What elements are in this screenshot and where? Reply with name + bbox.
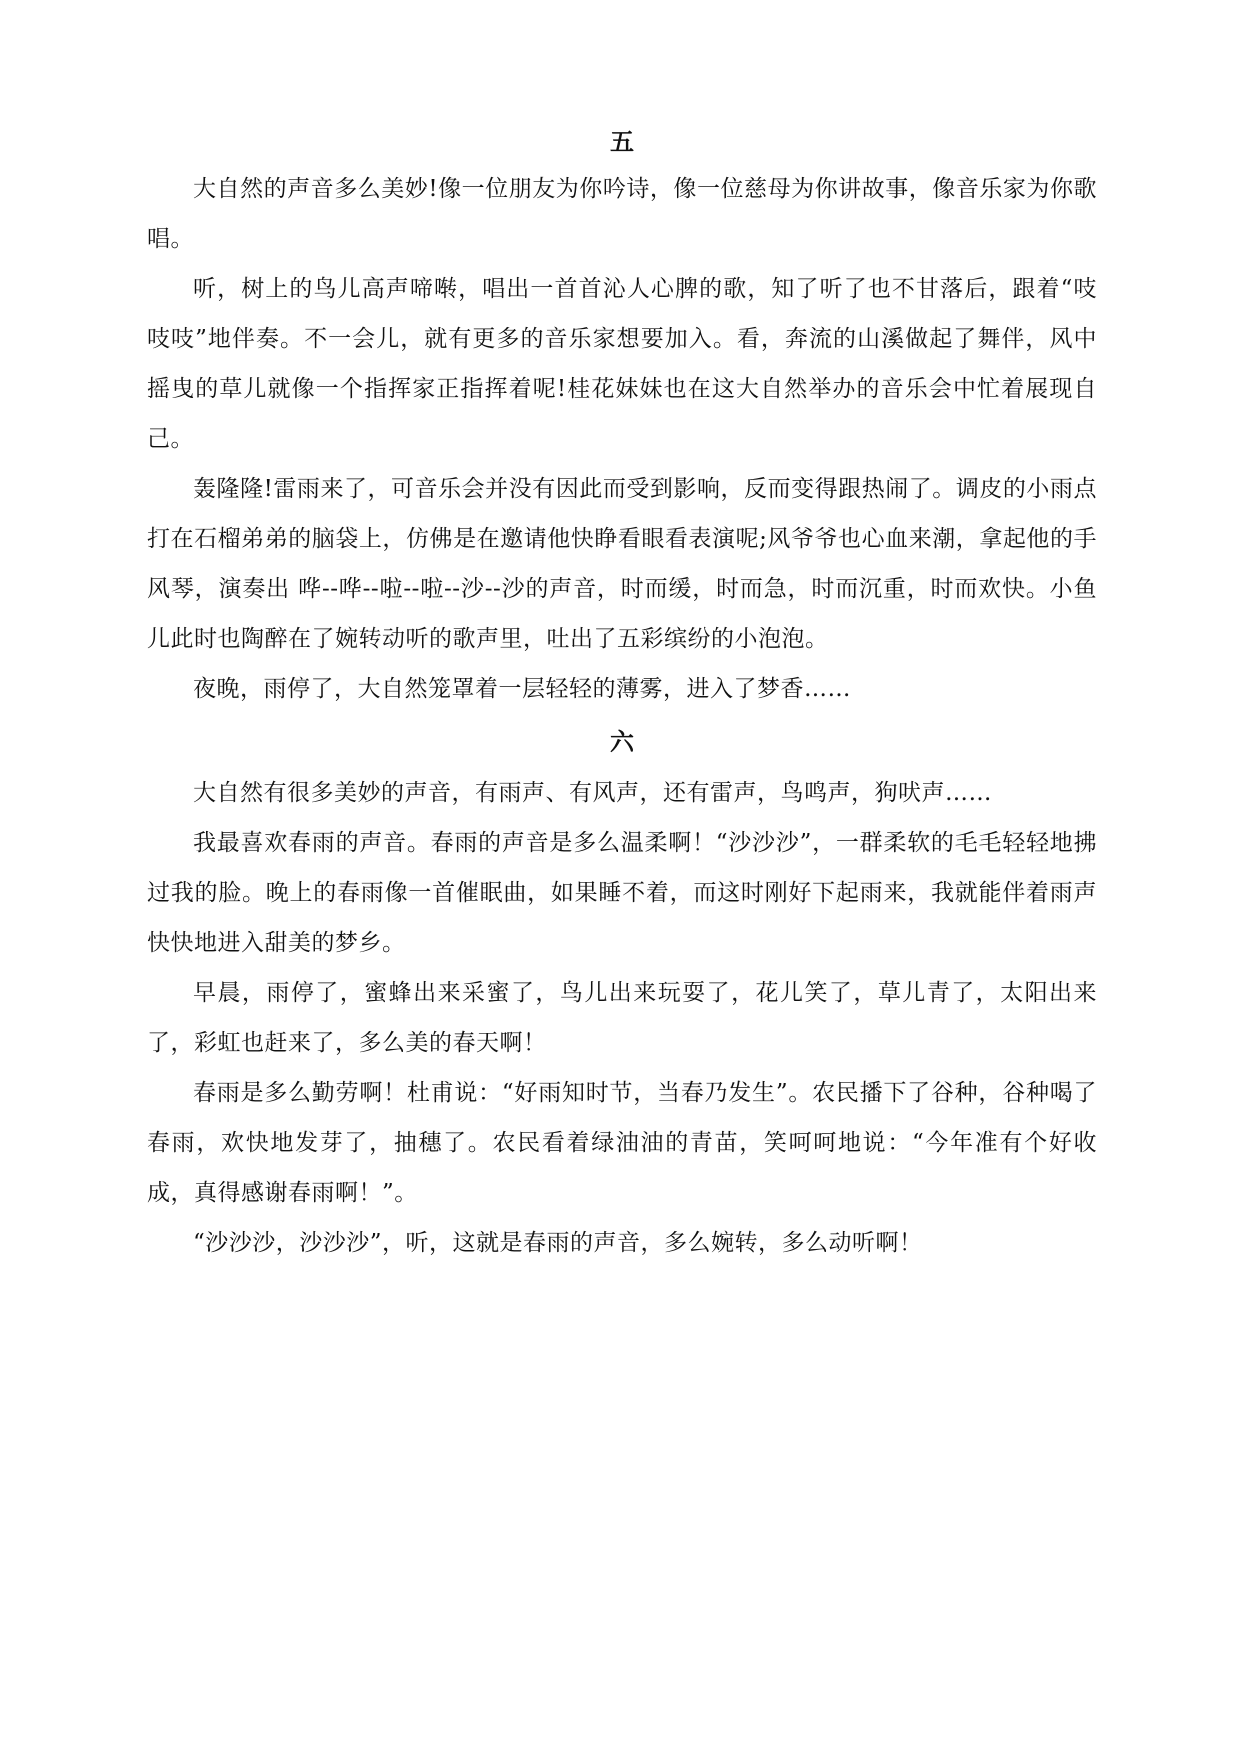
paragraph: 大自然的声音多么美妙!像一位朋友为你吟诗，像一位慈母为你讲故事，像音乐家为你歌唱。 xyxy=(147,176,1097,252)
paragraph: 我最喜欢春雨的声音。春雨的声音是多么温柔啊！“沙沙沙”，一群柔软的毛毛轻轻地拂过我的脸。晚上的春雨像一首催眠曲，如果睡不着，而这时刚好下起雨来，我就能伴着雨声快快地进入甜美的梦乡。 xyxy=(147,830,1097,956)
section-title-6: 六 xyxy=(610,727,634,756)
paragraph: 早晨，雨停了，蜜蜂出来采蜜了，鸟儿出来玩耍了，花儿笑了，草儿青了，太阳出来了，彩虹也赶来了，多么美的春天啊！ xyxy=(147,980,1097,1056)
paragraph: “沙沙沙，沙沙沙”，听，这就是春雨的声音，多么婉转，多么动听啊！ xyxy=(193,1230,923,1256)
section-title-5: 五 xyxy=(610,127,634,156)
section-5 xyxy=(147,164,1097,714)
paragraph: 轰隆隆!雷雨来了，可音乐会并没有因此而受到影响，反而变得跟热闹了。调皮的小雨点打在石榴弟弟的脑袋上，仿佛是在邀请他快睁看眼看表演呢;风爷爷也心血来潮，拿起他的手风琴，演奏出 哗--哗--啦--啦--沙--沙的声音，时而缓，时而急，时而沉重，时而欢快。小鱼儿此时也陶醉在了婉转动听的歌声里，吐出了五彩缤纷的小泡泡。 xyxy=(147,476,1097,652)
paragraph: 听，树上的鸟儿高声啼啭，唱出一首首沁人心脾的歌，知了听了也不甘落后，跟着“吱吱吱”地伴奏。不一会儿，就有更多的音乐家想要加入。看，奔流的山溪做起了舞伴，风中摇曳的草儿就像一个指挥家正指挥着呢!桂花妹妹也在这大自然举办的音乐会中忙着展现自己。 xyxy=(147,276,1097,452)
paragraph: 大自然有很多美妙的声音，有雨声、有风声，还有雷声，鸟鸣声，狗吠声…… xyxy=(193,780,992,806)
paragraph: 春雨是多么勤劳啊！杜甫说：“好雨知时节，当春乃发生”。农民播下了谷种，谷种喝了春雨，欢快地发芽了，抽穗了。农民看着绿油油的青苗，笑呵呵地说：“今年准有个好收成，真得感谢春雨啊！”。 xyxy=(147,1080,1097,1206)
document-page xyxy=(147,120,1097,1274)
section-6 xyxy=(147,768,1097,1268)
paragraph: 夜晚，雨停了，大自然笼罩着一层轻轻的薄雾，进入了梦香…… xyxy=(193,676,851,702)
